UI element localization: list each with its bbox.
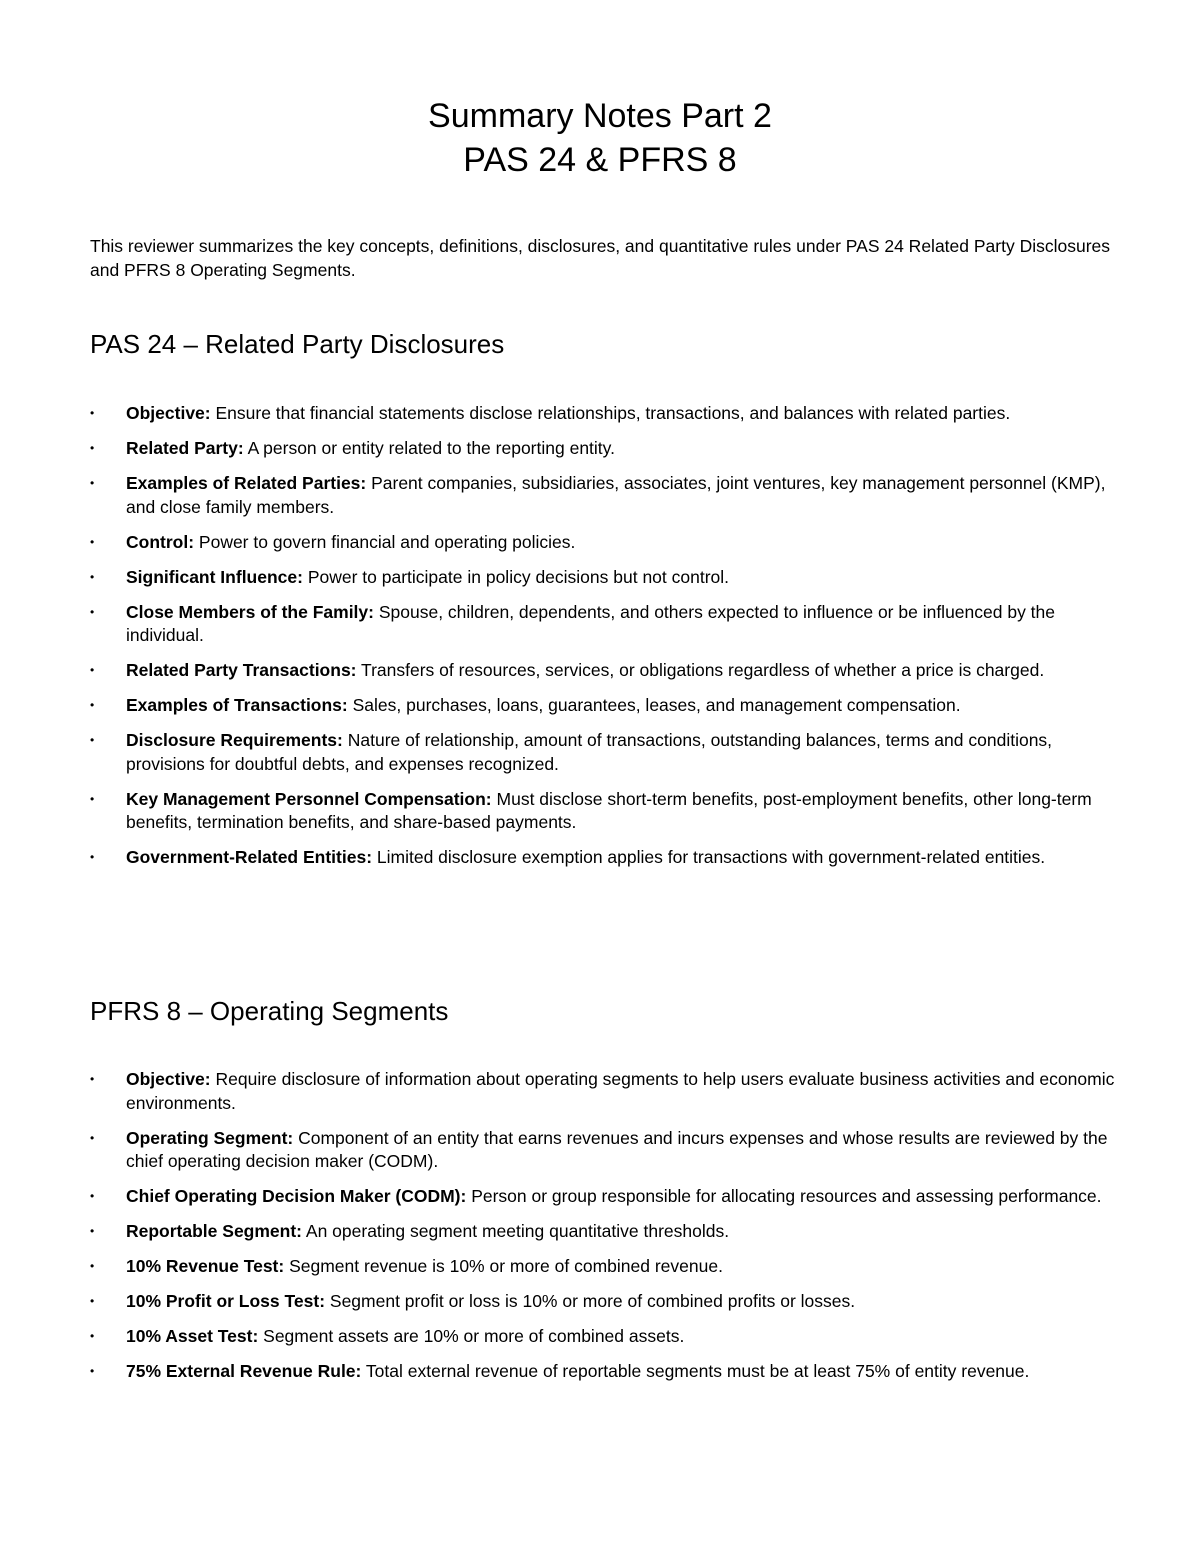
list-item	[90, 1068, 1120, 1115]
list-item	[90, 472, 1120, 519]
title-line-2: PAS 24 & PFRS 8	[463, 141, 737, 179]
list-item	[90, 437, 1120, 461]
list-item-text: Require disclosure of information about operating segments to help users evaluate business activities and economic environments.	[126, 1069, 1115, 1113]
bullet-icon: •	[90, 1130, 95, 1145]
list-item-text: Segment assets are 10% or more of combined assets.	[258, 1326, 685, 1346]
bullet-icon: •	[90, 733, 95, 747]
list-item-term: 10% Revenue Test:	[126, 1256, 285, 1276]
bullet-icon: •	[90, 1259, 95, 1273]
intro-paragraph: This reviewer summarizes the key concepts, definitions, disclosures, and quantitative rules under PAS 24 Related Party Disclosures and PFRS 8 Operating Segments.	[90, 236, 1111, 280]
list-item-text: Spouse, children, dependents, and others expected to influence or be influenced by the individual.	[126, 601, 1056, 645]
list-item-term: Objective:	[126, 403, 211, 423]
list-item-term: 75% External Revenue Rule:	[126, 1361, 362, 1381]
bullet-icon: •	[90, 850, 95, 864]
list-item-term: Reportable Segment:	[126, 1221, 302, 1241]
list-item-text: Segment revenue is 10% or more of combined revenue.	[284, 1256, 723, 1276]
pfrs8-bullet-list	[90, 1068, 1120, 1395]
bullet-icon: •	[90, 569, 95, 584]
list-item-text: An operating segment meeting quantitative thresholds.	[302, 1221, 730, 1241]
bullet-icon: •	[90, 698, 95, 712]
bullet-icon: •	[90, 1364, 95, 1378]
list-item-text: Total external revenue of reportable segments must be at least 75% of entity revenue.	[361, 1361, 1030, 1381]
list-item-term: Chief Operating Decision Maker (CODM):	[126, 1186, 467, 1206]
document-title	[0, 94, 1200, 182]
bullet-icon: •	[90, 791, 95, 806]
list-item	[90, 601, 1120, 648]
list-item-term: Close Members of the Family:	[126, 601, 374, 622]
section-heading-pas24: PAS 24 – Related Party Disclosures	[90, 329, 505, 359]
list-item-term: Examples of Related Parties:	[126, 473, 367, 493]
list-item-text: Ensure that financial statements disclose relationships, transactions, and balances with related parties.	[210, 403, 1011, 423]
list-item-text: Segment profit or loss is 10% or more of combined profits or losses.	[325, 1291, 856, 1311]
list-item-text: Sales, purchases, loans, guarantees, leases, and management compensation.	[347, 695, 961, 715]
list-item-text: A person or entity related to the reporting entity.	[243, 438, 615, 458]
bullet-icon: •	[90, 663, 95, 677]
list-item-term: Key Management Personnel Compensation:	[126, 788, 492, 809]
list-item-text: Nature of relationship, amount of transactions, outstanding balances, terms and conditions, provisions for doubtful debts, and expenses recognized.	[126, 730, 1053, 774]
list-item	[90, 1185, 1120, 1209]
bullet-icon: •	[90, 1329, 95, 1343]
list-item-text: Component of an entity that earns revenues and incurs expenses and whose results are reviewed by the chief operating decision maker (CODM).	[126, 1127, 1108, 1171]
section-heading-pfrs8: PFRS 8 – Operating Segments	[90, 996, 449, 1026]
list-item-text: Must disclose short-term benefits, post-employment benefits, other long-term benefits, termination benefits, and share-based payments.	[126, 788, 1092, 832]
title-line-1: Summary Notes Part 2	[428, 97, 772, 135]
list-item-term: Disclosure Requirements:	[126, 730, 343, 750]
list-item-term: 10% Profit or Loss Test:	[126, 1291, 326, 1311]
list-item-term: Control:	[126, 531, 195, 552]
list-item-text: Parent companies, subsidiaries, associates, joint ventures, key management personnel (KMP), and close family members.	[126, 473, 1106, 517]
list-item	[90, 566, 1120, 590]
list-item	[90, 1290, 1120, 1314]
bullet-icon: •	[90, 1189, 95, 1203]
list-item-term: Related Party:	[126, 438, 244, 458]
list-item	[90, 659, 1120, 683]
bullet-icon: •	[90, 441, 95, 455]
list-item-term: 10% Asset Test:	[126, 1326, 259, 1346]
list-item-term: Examples of Transactions:	[126, 695, 348, 715]
list-item-term: Government-Related Entities:	[126, 847, 373, 867]
bullet-icon: •	[90, 1224, 95, 1238]
list-item-text: Transfers of resources, services, or obligations regardless of whether a price is charged.	[356, 660, 1045, 680]
bullet-icon: •	[90, 476, 95, 490]
list-item	[90, 694, 1120, 718]
list-item	[90, 1220, 1120, 1244]
list-item	[90, 402, 1120, 426]
list-item	[90, 1127, 1120, 1174]
list-item	[90, 1360, 1120, 1384]
list-item-text: Limited disclosure exemption applies for transactions with government-related entities.	[372, 847, 1046, 867]
bullet-icon: •	[90, 1294, 95, 1308]
list-item	[90, 1325, 1120, 1349]
bullet-icon: •	[90, 406, 95, 420]
list-item	[90, 1255, 1120, 1279]
list-item-text: Power to govern financial and operating policies.	[194, 531, 576, 552]
pas24-bullet-list	[90, 402, 1120, 881]
list-item	[90, 531, 1120, 555]
list-item-text: Person or group responsible for allocating resources and assessing performance.	[466, 1186, 1102, 1206]
bullet-icon: •	[90, 1072, 95, 1086]
list-item-text: Power to participate in policy decisions but not control.	[302, 566, 730, 587]
list-item	[90, 846, 1120, 870]
bullet-icon: •	[90, 604, 95, 619]
list-item-term: Objective:	[126, 1069, 211, 1089]
list-item-term: Significant Influence:	[126, 566, 303, 587]
bullet-icon: •	[90, 534, 95, 549]
list-item-term: Operating Segment:	[126, 1127, 294, 1148]
list-item	[90, 788, 1120, 835]
list-item-term: Related Party Transactions:	[126, 660, 357, 680]
list-item	[90, 729, 1120, 776]
